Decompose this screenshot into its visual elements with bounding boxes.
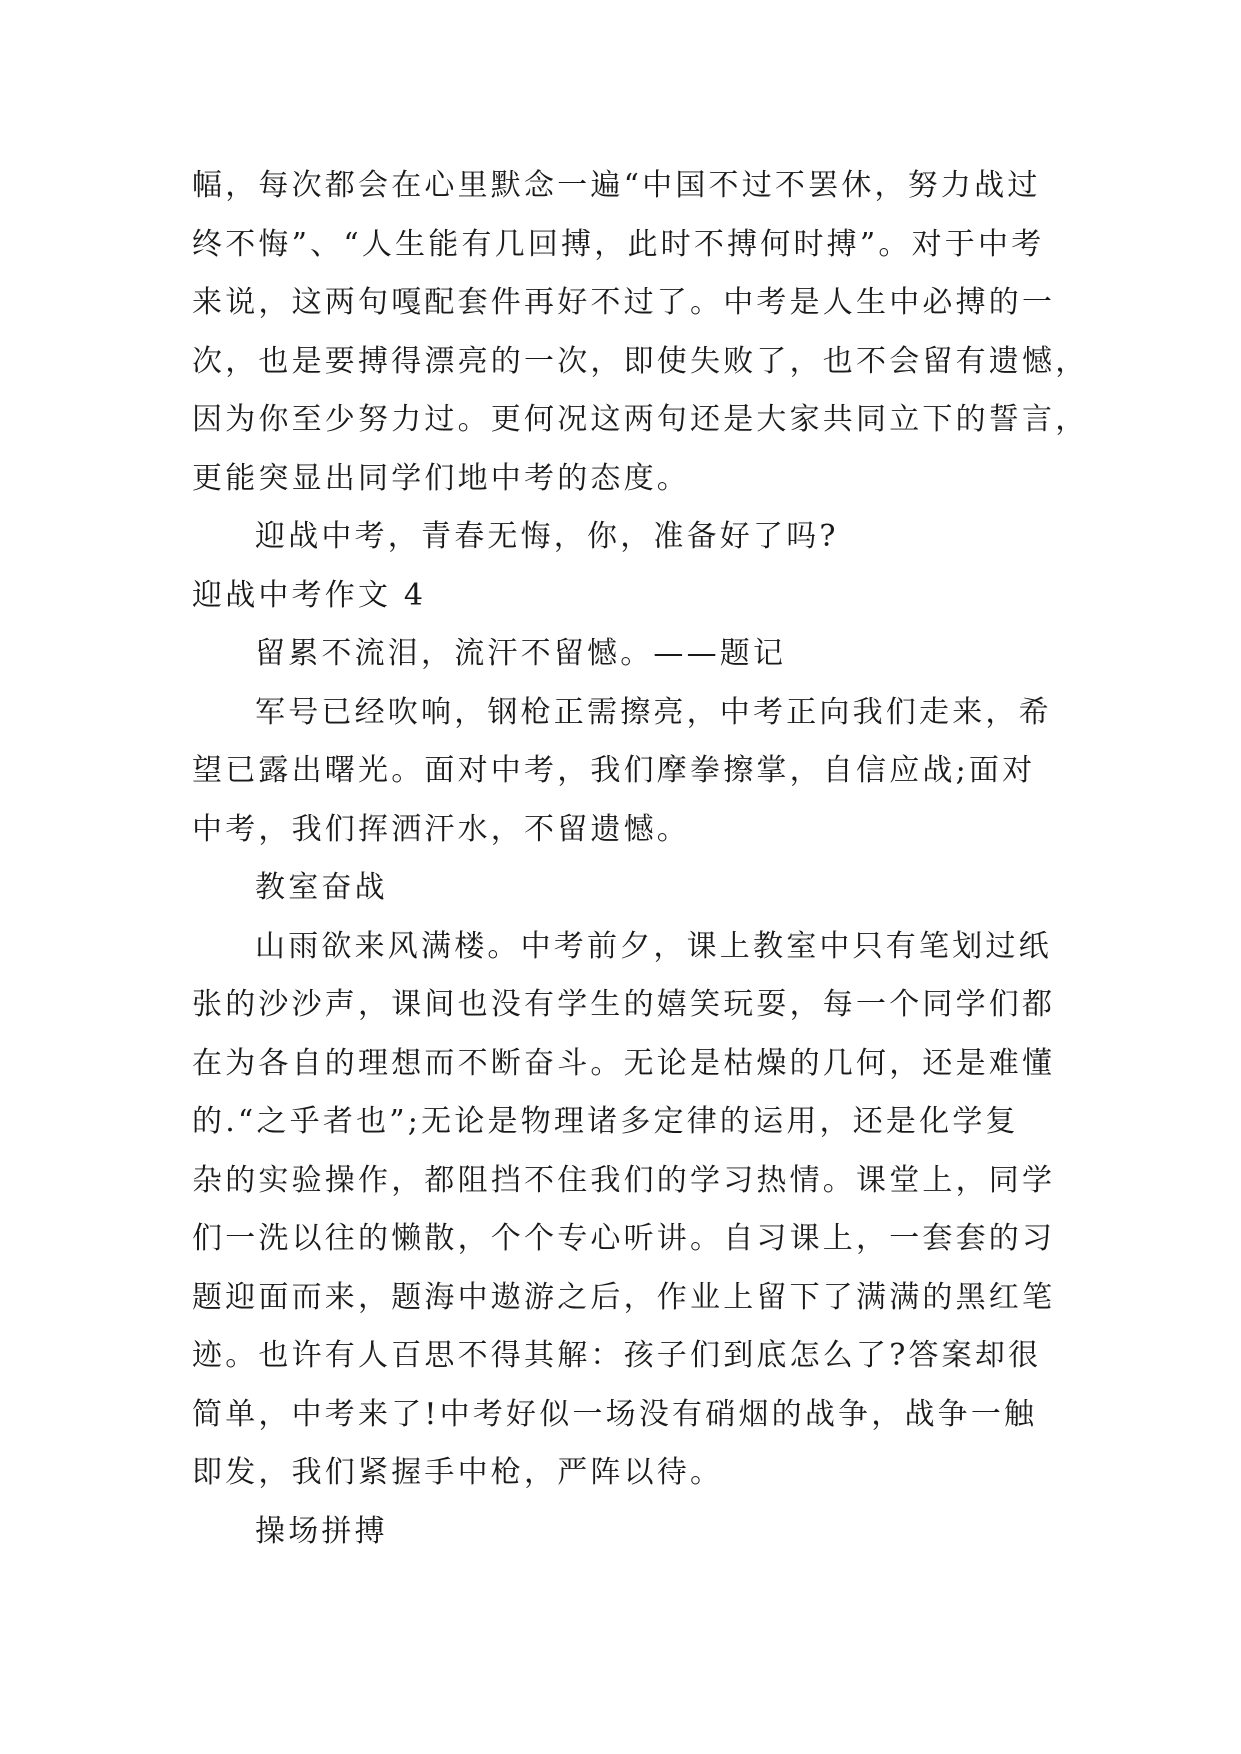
text-line: 望已露出曙光。面对中考，我们摩拳擦掌，自信应战;面对 <box>192 753 1036 788</box>
text-line: 因为你至少努力过。更何况这两句还是大家共同立下的誓言， <box>192 402 1089 437</box>
subheading-line: 教室奋战 <box>255 870 388 905</box>
text-line: 杂的实验操作，都阻挡不住我们的学习热情。课堂上，同学 <box>192 1162 1056 1198</box>
text-line: 题迎面而来，题海中遨游之后，作业上留下了满满的黑红笔 <box>192 1279 1056 1315</box>
text-line: 迹。也许有人百思不得其解：孩子们到底怎么了?答案却很 <box>192 1338 1042 1373</box>
text-line: 们一洗以往的懒散，个个专心听讲。自习课上，一套套的习 <box>192 1221 1056 1256</box>
document-body <box>192 157 1089 1561</box>
paragraph-line: 迎战中考，青春无悔，你，准备好了吗? <box>255 519 839 554</box>
text-line: 即发，我们紧握手中枪，严阵以待。 <box>192 1455 724 1490</box>
text-line: 中考，我们挥洒汗水，不留遗憾。 <box>192 811 690 847</box>
text-line: 在为各自的理想而不断奋斗。无论是枯燥的几何，还是难懂 <box>192 1045 1056 1081</box>
text-line: 幅，每次都会在心里默念一遍“中国不过不罢休，努力战过 <box>192 168 1041 203</box>
text-line: 简单，中考来了!中考好似一场没有硝烟的战争，战争一触 <box>192 1396 1038 1432</box>
subheading-line: 操场拼搏 <box>255 1513 388 1549</box>
epigraph-line: 留累不流泪，流汗不留憾。——题记 <box>255 636 787 671</box>
text-line: 来说，这两句嘎配套件再好不过了。中考是人生中必搏的一 <box>192 285 1056 320</box>
section-title: 迎战中考作文 4 <box>192 577 427 613</box>
text-line: 次，也是要搏得漂亮的一次，即使失败了，也不会留有遗憾， <box>192 343 1089 379</box>
text-line: 的.“之乎者也”;无论是物理诸多定律的运用，还是化学复 <box>192 1104 1019 1139</box>
text-line: 更能突显出同学们地中考的态度。 <box>192 460 690 496</box>
paragraph-line: 山雨欲来风满楼。中考前夕，课上教室中只有笔划过纸 <box>255 928 1052 964</box>
text-line: 终不悔”、“人生能有几回搏，此时不搏何时搏”。对于中考 <box>192 226 1045 262</box>
text-line: 张的沙沙声，课间也没有学生的嬉笑玩耍，每一个同学们都 <box>192 987 1056 1022</box>
paragraph-line: 军号已经吹响，钢枪正需擦亮，中考正向我们走来，希 <box>255 694 1052 730</box>
